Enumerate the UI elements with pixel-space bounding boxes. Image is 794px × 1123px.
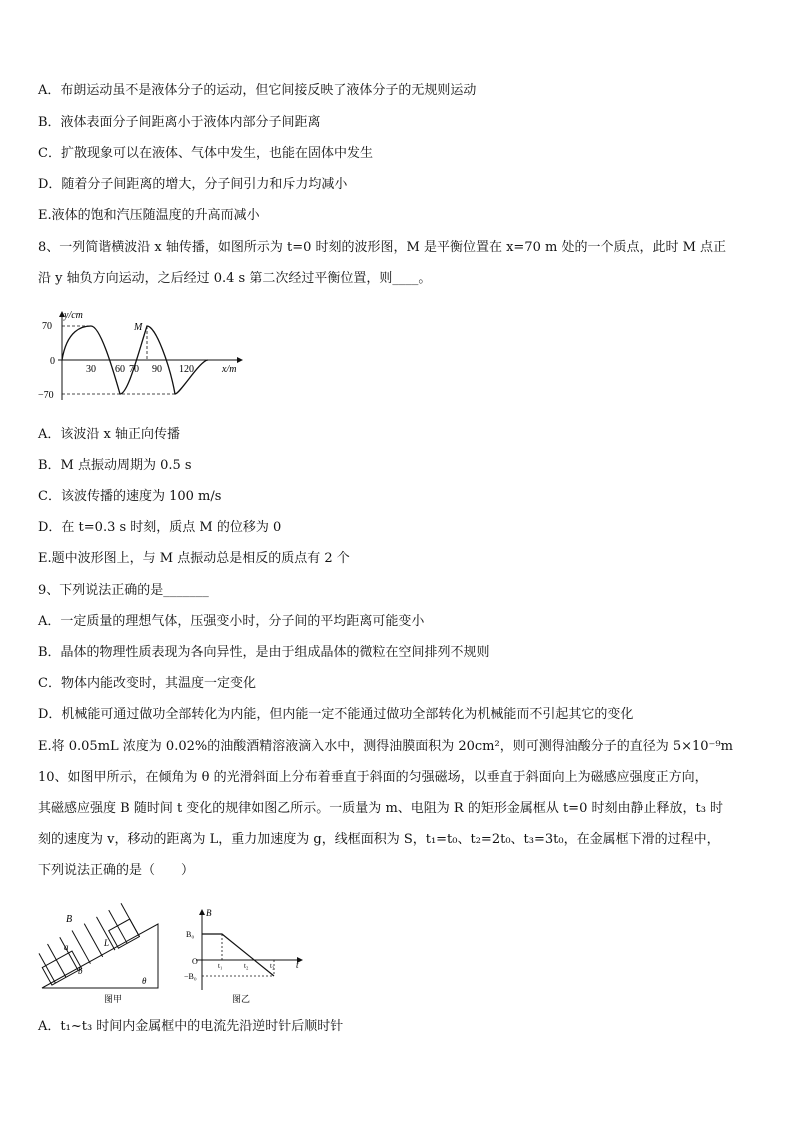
y-tick-70: 70 (42, 321, 52, 332)
q10-figure-a (38, 896, 168, 1006)
q10-stem-line-3: 刻的速度为 v，移动的距离为 L，重力加速度为 g，线框面积为 S，t₁=t₀、t₂=2t₀、t₃=3t₀，在金属框下滑的过程中， (38, 832, 720, 847)
q8-stem-line-2: 沿 y 轴负方向运动，之后经过 0.4 s 第二次经过平衡位置，则____。 (38, 271, 432, 286)
label-b-side: b (78, 966, 83, 976)
label-theta: θ (142, 976, 147, 986)
q10-option-a: A．t₁~t₃ 时间内金属框中的电流先沿逆时针后顺时针 (38, 1019, 344, 1034)
label-b-field: B (66, 914, 73, 925)
caption-fig-b: 图乙 (232, 994, 251, 1004)
q10-stem-line-4: 下列说法正确的是（ ） (38, 863, 195, 878)
y-tick-0: 0 (50, 356, 55, 367)
q7-option-d: D．随着分子间距离的增大，分子间引力和斥力均减小 (38, 177, 348, 192)
q9-option-a: A．一定质量的理想气体，压强变小时，分子间的平均距离可能变小 (38, 614, 425, 629)
x-tick-70: 70 (129, 364, 139, 375)
caption-fig-a: 图甲 (104, 994, 123, 1004)
label-a: a (64, 942, 69, 952)
graph-x-label: x/m (222, 364, 237, 375)
q9-option-d: D．机械能可通过做功全部转化为内能，但内能一定不能通过做功全部转化为机械能而不引起其它的变化 (38, 707, 634, 722)
y-tick-neg70: −70 (38, 390, 54, 401)
q10-figure-b (184, 904, 308, 1006)
tick-b0: B₀ (186, 930, 195, 939)
q9-option-c: C．物体内能改变时，其温度一定变化 (38, 676, 256, 691)
axis-b: B (206, 908, 212, 918)
graph-point-label: M (134, 322, 143, 333)
label-l: L (104, 938, 110, 948)
q10-stem-line-1: 10、如图甲所示，在倾角为 θ 的光滑斜面上分布着垂直于斜面的匀强磁场，以垂直于斜面向上为磁感应强度正方向， (38, 770, 708, 785)
x-tick-120: 120 (179, 364, 194, 375)
tick-neg-b0: −B₀ (184, 972, 197, 981)
b-t-curve (202, 934, 274, 976)
tick-t1: t₁ (218, 962, 223, 970)
incline (42, 924, 158, 988)
q8-option-c: C．该波传播的速度为 100 m/s (38, 489, 222, 504)
x-tick-60: 60 (115, 364, 125, 375)
metal-frame (42, 951, 81, 985)
q8-option-b: B．M 点振动周期为 0.5 s (38, 458, 192, 473)
q7-option-a: A．布朗运动虽不是液体分子的运动，但它间接反映了液体分子的无规则运动 (38, 83, 477, 98)
x-tick-90: 90 (152, 364, 162, 375)
axis-t: t (296, 960, 299, 970)
tick-origin: O (192, 957, 198, 966)
q9-stem: 9、下列说法正确的是_______ (38, 583, 209, 598)
q8-wave-graph (34, 306, 254, 406)
q7-option-e: E.液体的饱和汽压随温度的升高而减小 (38, 208, 260, 223)
graph-y-label: y/cm (64, 310, 83, 321)
q7-option-b: B．液体表面分子间距离小于液体内部分子间距离 (38, 115, 321, 130)
q7-option-c: C．扩散现象可以在液体、气体中发生，也能在固体中发生 (38, 146, 373, 161)
q8-option-d: D．在 t=0.3 s 时刻，质点 M 的位移为 0 (38, 520, 282, 535)
q8-option-a: A．该波沿 x 轴正向传播 (38, 427, 180, 442)
q8-stem-line-1: 8、一列简谐横波沿 x 轴传播，如图所示为 t=0 时刻的波形图，M 是平衡位置在 x=70 m 处的一个质点，此时 M 点正 (38, 240, 727, 255)
q9-option-b: B．晶体的物理性质表现为各向异性，是由于组成晶体的微粒在空间排列不规则 (38, 645, 490, 660)
x-tick-30: 30 (86, 364, 96, 375)
q8-option-e: E.题中波形图上，与 M 点振动总是相反的质点有 2 个 (38, 551, 350, 566)
tick-t3: t₃ (270, 962, 275, 970)
q10-stem-line-2: 其磁感应强度 B 随时间 t 变化的规律如图乙所示。一质量为 m、电阻为 R 的矩形金属框从 t=0 时刻由静止释放，t₃ 时 (38, 801, 724, 816)
q9-option-e: E.将 0.05mL 浓度为 0.02%的油酸酒精溶液滴入水中，测得油膜面积为 20cm²，则可测得油酸分子的直径为 5×10⁻⁹m (38, 739, 733, 754)
tick-t2: t₂ (244, 962, 249, 970)
